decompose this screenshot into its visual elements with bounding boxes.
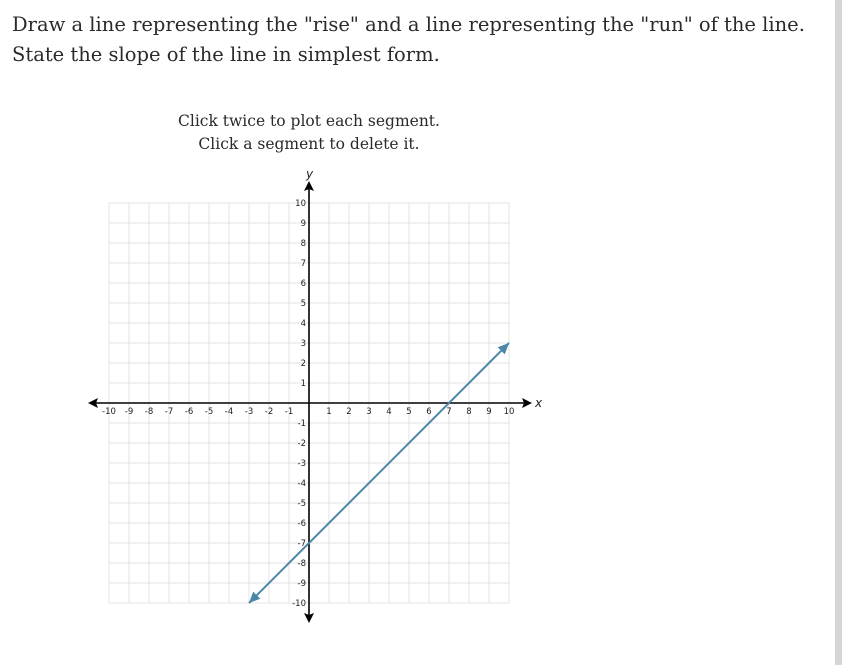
x-tick-label: 6: [426, 407, 432, 417]
x-tick-label: 10: [503, 407, 515, 417]
y-tick-label: -3: [297, 459, 306, 469]
y-tick-label: 5: [300, 299, 306, 309]
x-axis-label: x: [535, 396, 543, 410]
x-tick-label: 7: [446, 407, 452, 417]
x-tick-label: 2: [346, 407, 352, 417]
x-tick-label: -5: [204, 407, 214, 417]
y-tick-label: 3: [300, 339, 306, 349]
x-tick-label: -7: [164, 407, 174, 417]
y-tick-label: -6: [297, 519, 306, 529]
y-tick-label: 2: [300, 359, 306, 369]
y-tick-label: 1: [300, 379, 306, 389]
x-tick-label: 5: [406, 407, 412, 417]
y-tick-label: -8: [297, 559, 306, 569]
y-axis-label: y: [306, 167, 314, 181]
y-tick-label: -5: [297, 499, 306, 509]
question-text: Draw a line representing the "rise" and a line representing the "run" of the line. State the slope of the line in simplest form.: [12, 13, 805, 66]
y-tick-label: -10: [292, 599, 306, 609]
y-tick-label: -1: [297, 419, 306, 429]
x-tick-label: -9: [124, 407, 134, 417]
x-tick-label: -2: [264, 407, 274, 417]
x-tick-label: 1: [326, 407, 332, 417]
x-tick-label: 4: [386, 407, 392, 417]
y-tick-label: 7: [300, 259, 306, 269]
y-tick-label: -2: [297, 439, 306, 449]
x-tick-label: -3: [244, 407, 254, 417]
y-tick-label: 6: [300, 279, 306, 289]
y-tick-label: 10: [295, 199, 306, 209]
y-tick-label: 9: [300, 219, 306, 229]
instruction-line-2: Click a segment to delete it.: [198, 135, 420, 153]
axes: [88, 181, 532, 623]
y-tick-label: 8: [300, 239, 306, 249]
y-tick-label: -9: [297, 579, 306, 589]
y-tick-label: -7: [297, 539, 306, 549]
instruction-line-1: Click twice to plot each segment.: [178, 112, 440, 130]
plotted-line-segment[interactable]: [249, 343, 509, 603]
plotted-line[interactable]: [249, 343, 509, 603]
y-tick-label: -4: [297, 479, 306, 489]
x-tick-label: -1: [284, 407, 294, 417]
x-tick-label: -6: [184, 407, 194, 417]
x-tick-label: 8: [466, 407, 472, 417]
x-tick-label: -10: [102, 407, 116, 417]
x-tick-label: 9: [486, 407, 492, 417]
x-tick-label: -8: [144, 407, 154, 417]
x-tick-label: 3: [366, 407, 372, 417]
x-tick-label: -4: [224, 407, 234, 417]
y-tick-label: 4: [300, 319, 306, 329]
